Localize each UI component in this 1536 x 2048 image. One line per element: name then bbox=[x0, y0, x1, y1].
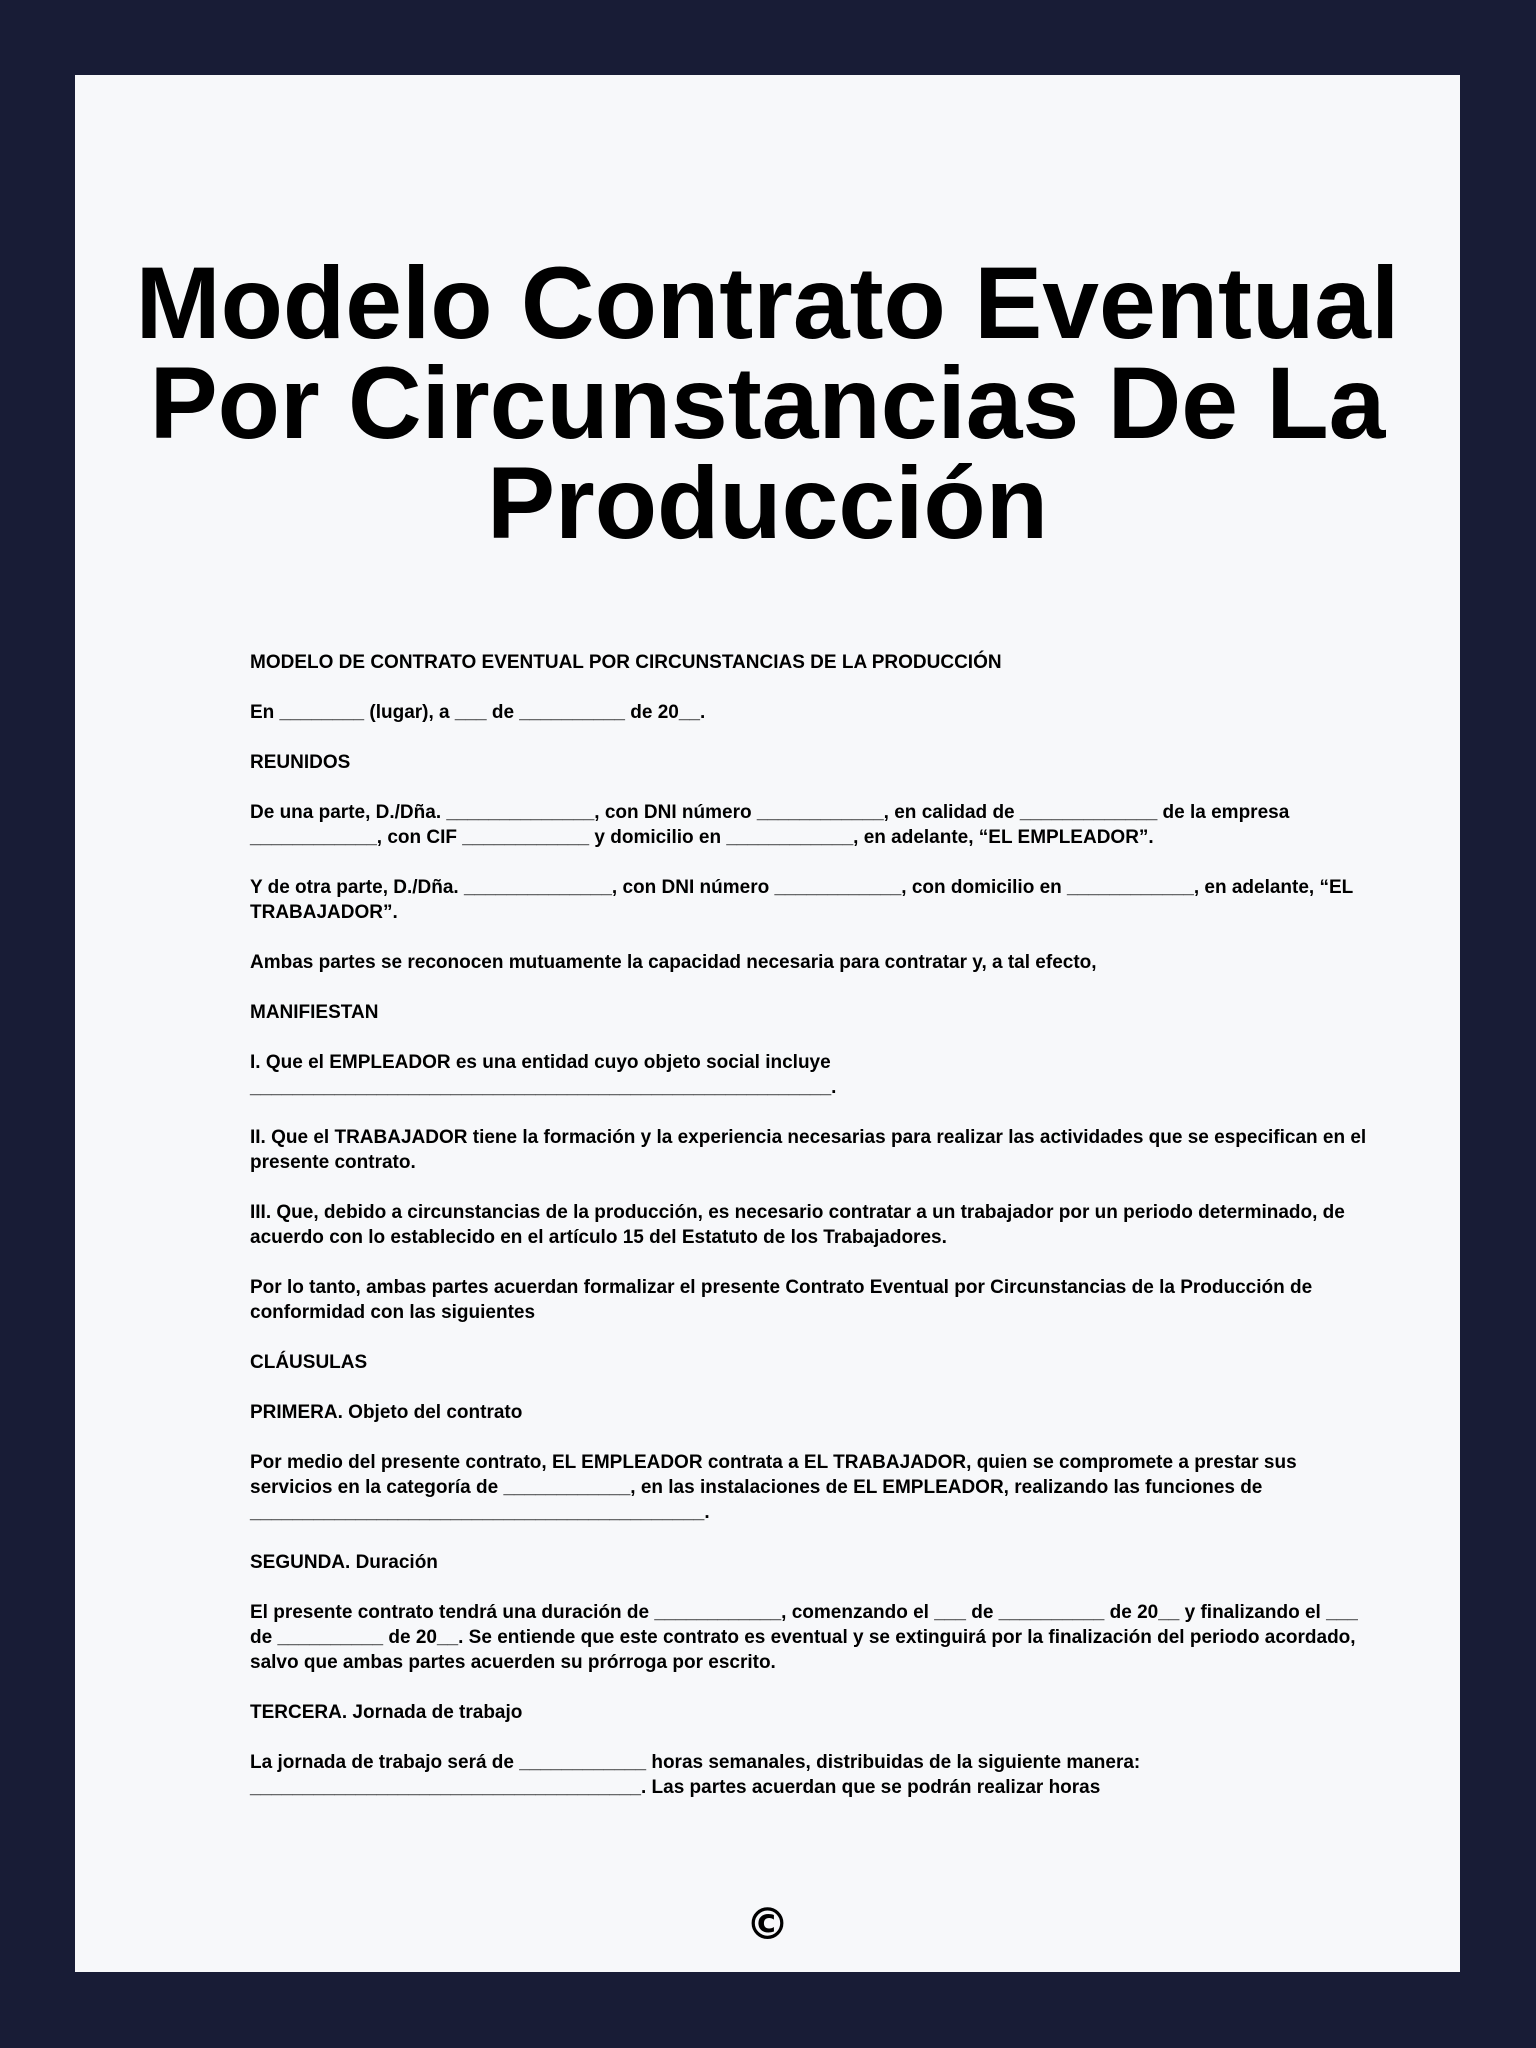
clause-heading-segunda: SEGUNDA. Duración bbox=[250, 1552, 438, 1573]
manifest-item-2: II. Que el TRABAJADOR tiene la formación y la experiencia necesarias para realizar las actividades que se especifican en el presente contrato. bbox=[250, 1127, 1372, 1173]
clause-text-tercera: La jornada de trabajo será de ____________ horas semanales, distribuidas de la siguiente manera: _____________________________________. Las partes acuerdan que se podrán realizar horas bbox=[250, 1752, 1146, 1798]
title-line: Modelo Contrato Eventual bbox=[135, 246, 1400, 360]
section-heading-clausulas: CLÁUSULAS bbox=[250, 1352, 368, 1373]
title-line: Por Circunstancias De La bbox=[149, 346, 1386, 460]
capacity-paragraph: Ambas partes se reconocen mutuamente la capacidad necesaria para contratar y, a tal efecto, bbox=[250, 952, 1097, 973]
place-date-line: En ________ (lugar), a ___ de __________ de 20__. bbox=[250, 702, 706, 723]
clause-heading-primera: PRIMERA. Objeto del contrato bbox=[250, 1402, 523, 1423]
manifest-item-1: I. Que el EMPLEADOR es una entidad cuyo objeto social incluye _______________________________________________________. bbox=[250, 1052, 837, 1098]
clause-heading-tercera: TERCERA. Jornada de trabajo bbox=[250, 1702, 523, 1723]
agreement-paragraph: Por lo tanto, ambas partes acuerdan formalizar el presente Contrato Eventual por Circunstancias de la Producción de conformidad con las siguientes bbox=[250, 1277, 1318, 1323]
clause-text-segunda: El presente contrato tendrá una duración de ____________, comenzando el ___ de __________ de 20__ y finalizando el ___ de __________ de 20__. Se entiende que este contrato es eventual y se extinguirá por la finalización del periodo acordado, salvo que ambas partes acuerden su prórroga por escrito. bbox=[250, 1602, 1364, 1673]
document-page bbox=[75, 75, 1460, 1972]
section-heading-reunidos: REUNIDOS bbox=[250, 752, 351, 773]
document-title bbox=[75, 246, 1460, 560]
contract-heading: MODELO DE CONTRATO EVENTUAL POR CIRCUNSTANCIAS DE LA PRODUCCIÓN bbox=[250, 652, 1002, 673]
clause-text-primera: Por medio del presente contrato, EL EMPLEADOR contrata a EL TRABAJADOR, quien se compromete a prestar sus servicios en la categoría de ____________, en las instalaciones de EL EMPLEADOR, realizando las funciones de ___________________________________________. bbox=[250, 1452, 1302, 1523]
document-body bbox=[250, 650, 1370, 1900]
manifest-item-3: III. Que, debido a circunstancias de la producción, es necesario contratar a un trabajador por un periodo determinado, de acuerdo con lo establecido en el artículo 15 del Estatuto de los Trabajadores. bbox=[250, 1202, 1351, 1248]
section-heading-manifiestan: MANIFIESTAN bbox=[250, 1002, 379, 1023]
worker-paragraph: Y de otra parte, D./Dña. ______________, con DNI número ____________, con domicilio en ____________, en adelante, “EL TRABAJADOR”. bbox=[250, 877, 1359, 923]
copyright-icon: © bbox=[745, 1899, 790, 1950]
employer-paragraph: De una parte, D./Dña. ______________, con DNI número ____________, en calidad de _____________ de la empresa ____________, con CIF ____________ y domicilio en ____________, en adelante, “EL EMPLEADOR”. bbox=[250, 802, 1295, 848]
title-line: Producción bbox=[486, 446, 1049, 560]
